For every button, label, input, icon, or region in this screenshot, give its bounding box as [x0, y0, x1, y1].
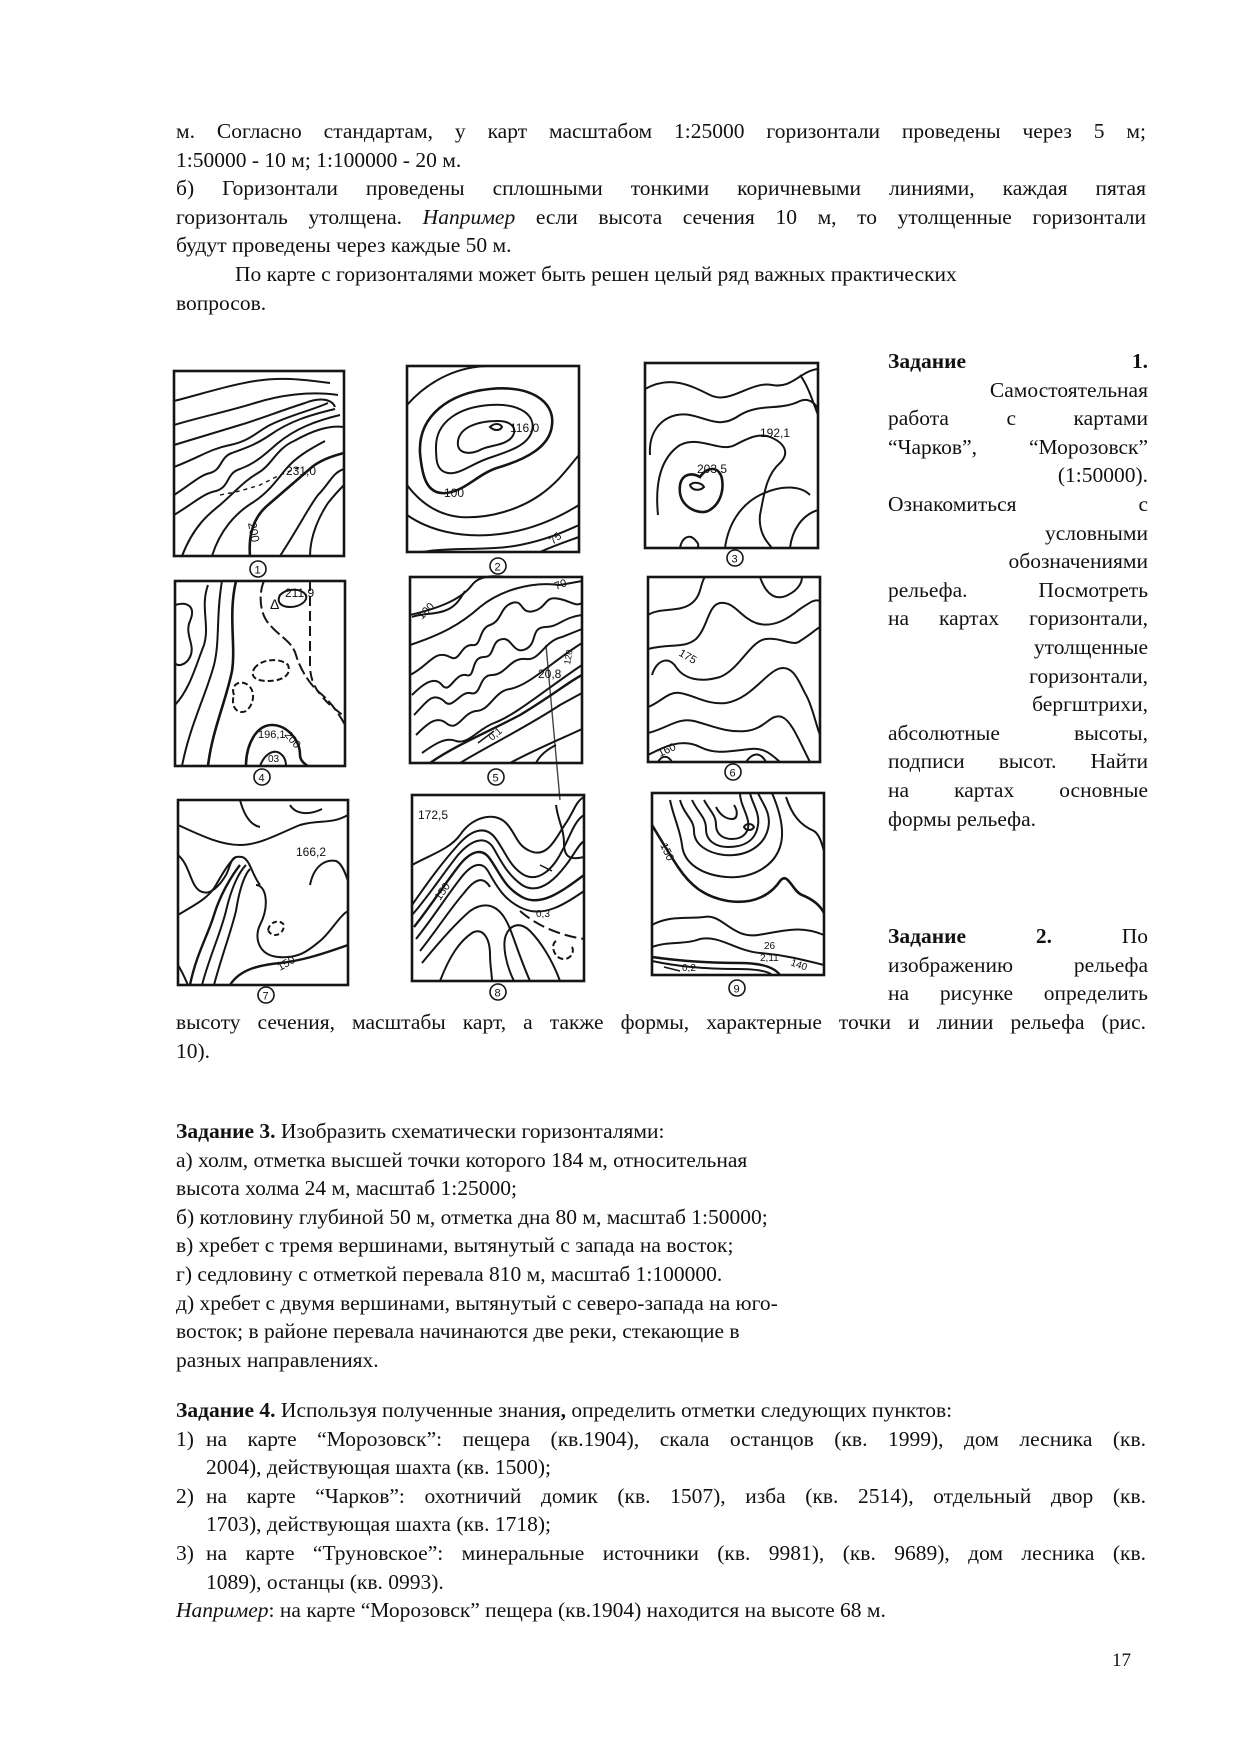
text-span: горизонталь утолщена. — [176, 204, 403, 229]
task-4 — [176, 1396, 1146, 1625]
task-1-line: утолщенные — [1033, 634, 1148, 659]
contour-maps-figure — [160, 345, 880, 1010]
task-3-item: в) хребет с тремя вершинами, вытянутый с запада на восток; — [176, 1233, 734, 1258]
map-3 — [645, 363, 818, 566]
svg-text:100: 100 — [444, 486, 465, 500]
task-1-line: работа с картами — [888, 406, 1148, 431]
map-number: 1 — [254, 564, 261, 577]
map-6 — [648, 577, 820, 780]
task-2-line: высоту сечения, масштабы карт, а также формы, характерные точки и линии рельефа (рис. — [176, 1010, 1146, 1034]
task-2-title: Задание — [888, 924, 967, 948]
task-1-title: Задание — [888, 349, 967, 373]
task-3-title: Задание 3. — [176, 1119, 276, 1143]
task-4-example — [176, 1596, 1146, 1625]
task-1-line: Самостоятельная — [989, 377, 1148, 402]
svg-text:140: 140 — [788, 957, 809, 974]
svg-text:150: 150 — [432, 880, 453, 903]
task-1-line: обозначениями — [1008, 549, 1148, 574]
paragraph-c-line: вопросов. — [176, 290, 267, 315]
list-text: на карте “Труновское”: минеральные источники (кв. 9981), (кв. 9689), дом лесника (кв. — [206, 1540, 1146, 1565]
task-2-line: 10). — [176, 1038, 211, 1063]
svg-text:75: 75 — [547, 530, 565, 548]
svg-text:2,11: 2,11 — [760, 953, 779, 964]
paragraph-b-line: будут проведены через каждые 50 м. — [176, 233, 512, 258]
task-1-line: Ознакомиться с — [888, 491, 1148, 516]
svg-text:172,5: 172,5 — [418, 808, 449, 822]
svg-text:100: 100 — [415, 600, 438, 623]
task-3-item: высота холма 24 м, масштаб 1:25000; — [176, 1176, 517, 1201]
task-2-number: 2. — [1035, 924, 1052, 948]
task-4-item — [176, 1425, 1146, 1454]
text-span: , — [560, 1398, 567, 1422]
svg-text:70: 70 — [552, 577, 569, 593]
text-span: : на карте “Морозовск” пещера (кв.1904) находится на высоте 68 м. — [268, 1598, 886, 1623]
svg-text:5: 5 — [492, 772, 499, 785]
task-1-line: (1:50000). — [1057, 463, 1148, 488]
task-3-heading — [176, 1117, 936, 1146]
task-4-heading — [176, 1396, 1146, 1425]
task-3 — [176, 1117, 936, 1374]
map-8 — [412, 795, 584, 1000]
task-3-item: д) хребет с двумя вершинами, вытянутый с северо-запада на юго- — [176, 1290, 778, 1315]
svg-text:03: 03 — [268, 754, 280, 765]
svg-text:4: 4 — [258, 772, 265, 785]
svg-text:150: 150 — [275, 954, 298, 974]
svg-text:120: 120 — [562, 648, 575, 666]
list-text: 1089), останцы (кв. 0993). — [206, 1569, 444, 1594]
task-3-item: б) котловину глубиной 50 м, отметка дна 80 м, масштаб 1:50000; — [176, 1204, 768, 1229]
task-1-line: бергштрихи, — [1032, 692, 1148, 717]
contour-maps-drawing — [160, 345, 880, 1010]
task-1-line: на картах горизонтали, — [888, 606, 1148, 631]
task-1-line: на картах основные — [888, 777, 1148, 802]
task-2-heading — [888, 922, 1148, 951]
paragraph-b-line — [176, 203, 1146, 232]
page-number: 17 — [1112, 1650, 1131, 1671]
svg-text:150: 150 — [657, 841, 676, 863]
paragraph-b-line: б) Горизонтали проведены сплошными тонкими коричневыми линиями, каждая пятая — [176, 176, 1146, 201]
svg-text:Δ: Δ — [270, 596, 280, 612]
map-2 — [407, 366, 579, 574]
task-1-line: горизонтали, — [1029, 663, 1148, 688]
map-4 — [175, 581, 345, 785]
svg-text:2: 2 — [494, 561, 501, 574]
task-1-line: рельефа. Посмотреть — [888, 577, 1148, 602]
task-1-line: подписи высот. Найти — [888, 749, 1148, 774]
list-text: на карте “Морозовск”: пещера (кв.1904), скала останцов (кв. 1999), дом лесника (кв. — [206, 1426, 1146, 1451]
map-9 — [652, 793, 824, 996]
task-3-item: разных направлениях. — [176, 1347, 379, 1372]
svg-text:8: 8 — [494, 987, 501, 1000]
task-4-title: Задание 4. — [176, 1398, 276, 1422]
text-span: определить отметки следующих пунктов: — [571, 1398, 953, 1422]
svg-text:7: 7 — [262, 990, 269, 1003]
svg-text:231,0: 231,0 — [286, 464, 317, 478]
list-number: 2) — [176, 1483, 194, 1508]
svg-text:200: 200 — [245, 521, 263, 544]
task-4-item — [176, 1482, 1146, 1511]
list-number: 1) — [176, 1426, 194, 1451]
svg-text:211,9: 211,9 — [285, 586, 315, 600]
list-number: 3) — [176, 1540, 194, 1565]
svg-text:20,8: 20,8 — [538, 667, 562, 681]
svg-text:196,1: 196,1 — [258, 729, 286, 741]
task-1-line: условными — [1045, 520, 1148, 545]
task-1-line: абсолютные высоты, — [888, 720, 1148, 745]
map-7 — [178, 800, 348, 1003]
svg-text:192,1: 192,1 — [760, 426, 791, 440]
svg-text:0,2: 0,2 — [682, 963, 696, 974]
list-text: 1703), действующая шахта (кв. 1718); — [206, 1512, 551, 1537]
svg-text:0,3: 0,3 — [536, 909, 550, 920]
task-1-line: “Чарков”, “Морозовск” — [888, 434, 1148, 459]
task-3-item: восток; в районе перевала начинаются две реки, стекающие в — [176, 1319, 740, 1344]
task-2-continuation — [176, 1008, 1146, 1065]
map-1 — [174, 371, 344, 577]
task-4-item — [176, 1539, 1146, 1568]
svg-text:175: 175 — [676, 647, 699, 667]
task-2-line: на рисунке определить — [888, 981, 1148, 1006]
text-span: если высота сечения 10 м, то утолщенные горизонтали — [535, 204, 1146, 229]
task-1-line: формы рельефа. — [888, 806, 1037, 831]
svg-text:166,2: 166,2 — [296, 845, 327, 859]
task-3-intro: Изобразить схематически горизонталями: — [280, 1119, 665, 1143]
task-1-number: 1. — [1131, 349, 1148, 373]
task-3-item: г) седловину с отметкой перевала 810 м, масштаб 1:100000. — [176, 1261, 723, 1286]
svg-text:0,1: 0,1 — [486, 725, 505, 744]
intro-line: м. Согласно стандартам, у карт масштабом 1:25000 горизонтали проведены через 5 м; — [176, 119, 1146, 143]
task-2-line: изображению рельефа — [888, 952, 1148, 977]
svg-text:6: 6 — [729, 767, 736, 780]
list-text: на карте “Чарков”: охотничий домик (кв. 1507), изба (кв. 2514), отдельный двор (кв. — [206, 1483, 1146, 1508]
emphasis-example: Например — [176, 1598, 269, 1623]
svg-text:9: 9 — [733, 983, 740, 996]
intro-line: 1:50000 - 10 м; 1:100000 - 20 м. — [176, 147, 462, 172]
intro-section — [176, 117, 1146, 317]
svg-text:200: 200 — [281, 729, 303, 751]
svg-text:203,5: 203,5 — [697, 462, 728, 476]
task-2 — [888, 922, 1148, 1008]
svg-text:160: 160 — [656, 741, 678, 760]
svg-text:26: 26 — [764, 941, 776, 952]
task-3-item: а) холм, отметка высшей точки которого 184 м, относительная — [176, 1147, 748, 1172]
svg-text:3: 3 — [731, 553, 738, 566]
text-span: Используя полученные знания — [280, 1398, 561, 1422]
text-span: По — [1121, 924, 1149, 948]
svg-text:116,0: 116,0 — [510, 421, 540, 435]
paragraph-c-line: По карте с горизонталями может быть решен целый ряд важных практических — [235, 261, 957, 286]
task-1 — [888, 347, 1148, 833]
list-text: 2004), действующая шахта (кв. 1500); — [206, 1455, 551, 1480]
task-1-heading — [888, 347, 1148, 376]
emphasis-example: Например — [422, 204, 516, 229]
